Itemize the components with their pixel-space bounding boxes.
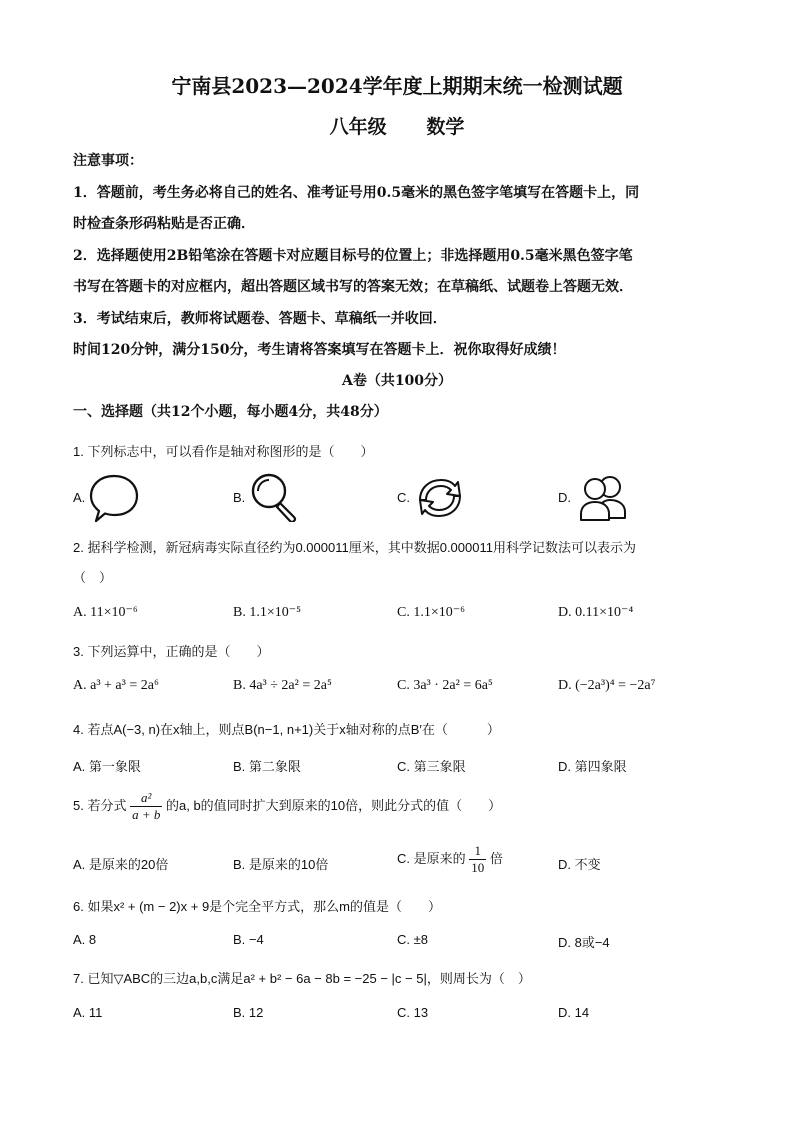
q5-stem-pre: 5. 若分式 <box>73 797 127 813</box>
q4-option-b: B. 第二象限 <box>233 759 301 774</box>
refresh-arrows-icon <box>414 472 466 524</box>
users-icon <box>577 472 631 524</box>
q6-option-b: B. −4 <box>233 932 264 947</box>
q5-option-c-post: 倍 <box>489 850 503 866</box>
q5-option-b: B. 是原来的10倍 <box>233 857 329 872</box>
q5-option-c-fraction <box>469 843 486 876</box>
question-4-stem: 4. 若点A(−3, n)在x轴上，则点B(n−1, n+1)关于x轴对称的点B′在（ ） <box>73 722 500 737</box>
q6-option-c: C. ±8 <box>397 932 428 947</box>
q5-option-c-pre: C. 是原来的 <box>397 850 466 866</box>
q5-option-a: A. 是原来的20倍 <box>73 857 169 872</box>
q2-option-c: C. 1.1×10⁻⁶ <box>397 605 466 620</box>
q6-option-a: A. 8 <box>73 932 97 947</box>
q1-option-a-label: A. <box>73 490 86 505</box>
question-6-stem: 6. 如果x² + (m − 2)x + 9是个完全平方式，那么m的值是（ ） <box>73 899 442 914</box>
q1-option-c-label: C. <box>397 490 410 505</box>
q6-option-d: D. 8或−4 <box>558 935 610 950</box>
q2-option-d: D. 0.11×10⁻⁴ <box>558 605 634 620</box>
q2-option-b: B. 1.1×10⁻⁵ <box>233 605 302 620</box>
q7-option-a: A. 11 <box>73 1005 103 1020</box>
q1-option-d-label: D. <box>558 490 571 505</box>
q5-option-c <box>397 843 503 876</box>
question-1-stem: 1. 下列标志中，可以看作是轴对称图形的是（ ） <box>73 444 374 459</box>
note-3: 3．考试结束后，教师将试题卷、答题卡、草稿纸一并收回． <box>73 311 447 327</box>
question-2-stem: 2. 据科学检测，新冠病毒实际直径约为0.000011厘米，其中数据0.000011用科学记数法可以表示为 <box>73 540 636 555</box>
q5-option-d: D. 不变 <box>558 857 601 872</box>
q2-option-a: A. 11×10⁻⁶ <box>73 605 138 620</box>
q5-fraction <box>130 790 162 823</box>
q3-option-c: C. 3a³ · 2a² = 6a⁵ <box>397 678 493 693</box>
question-5-stem <box>73 790 501 823</box>
section-a-heading: A卷（共100分） <box>341 373 453 389</box>
q5-fraction-numerator: a² <box>130 790 162 807</box>
q5-option-c-numerator: 1 <box>469 843 486 860</box>
q1-option-b-label: B. <box>233 490 246 505</box>
q3-option-d: D. (−2a³)⁴ = −2a⁷ <box>558 678 656 693</box>
question-2-stem-cont: （ ） <box>73 570 113 585</box>
note-2-line-2: 书写在答题卡的对应框内，超出答题区域书写的答案无效；在草稿纸、试题卷上答题无效． <box>73 279 633 295</box>
q7-option-b: B. 12 <box>233 1005 264 1020</box>
q5-option-c-denominator: 10 <box>471 860 485 875</box>
q3-option-a: A. a³ + a³ = 2a⁶ <box>73 678 159 693</box>
q3-option-b: B. 4a³ ÷ 2a² = 2a⁵ <box>233 678 332 693</box>
q5-stem-post: 的a, b的值同时扩大到原来的10倍，则此分式的值（ ） <box>166 797 502 813</box>
q5-fraction-denominator: a + b <box>132 807 161 822</box>
q4-option-c: C. 第三象限 <box>397 759 466 774</box>
q4-option-a: A. 第一象限 <box>73 759 141 774</box>
exam-subtitle: 八年级 数学 <box>329 116 465 138</box>
speech-bubble-icon <box>88 472 140 524</box>
note-2-line-1: 2．选择题使用2B铅笔涂在答题卡对应题目标号的位置上；非选择题用0.5毫米黑色签字笔 <box>73 248 633 264</box>
q7-option-d: D. 14 <box>558 1005 590 1020</box>
notes-heading: 注意事项： <box>73 153 143 169</box>
note-1-line-1: 1．答题前，考生务必将自己的姓名、准考证号用0.5毫米的黑色签字笔填写在答题卡上，同 <box>73 185 640 201</box>
time-note: 时间120分钟，满分150分，考生请将答案填写在答题卡上．祝你取得好成绩！ <box>73 342 566 358</box>
question-7-stem: 7. 已知▽ABC的三边a,b,c满足a² + b² − 6a − 8b = −25 − |c − 5|，则周长为（ ） <box>73 971 531 986</box>
note-1-line-2: 时检查条形码粘贴是否正确． <box>73 216 255 232</box>
question-3-stem: 3. 下列运算中，正确的是（ ） <box>73 644 270 659</box>
magnifier-icon <box>248 470 300 522</box>
q4-option-d: D. 第四象限 <box>558 759 627 774</box>
q7-option-c: C. 13 <box>397 1005 429 1020</box>
exam-title: 宁南县2023—2024学年度上期期末统一检测试题 <box>171 74 623 98</box>
part-1-heading: 一、选择题（共12个小题，每小题4分，共48分） <box>73 404 388 420</box>
